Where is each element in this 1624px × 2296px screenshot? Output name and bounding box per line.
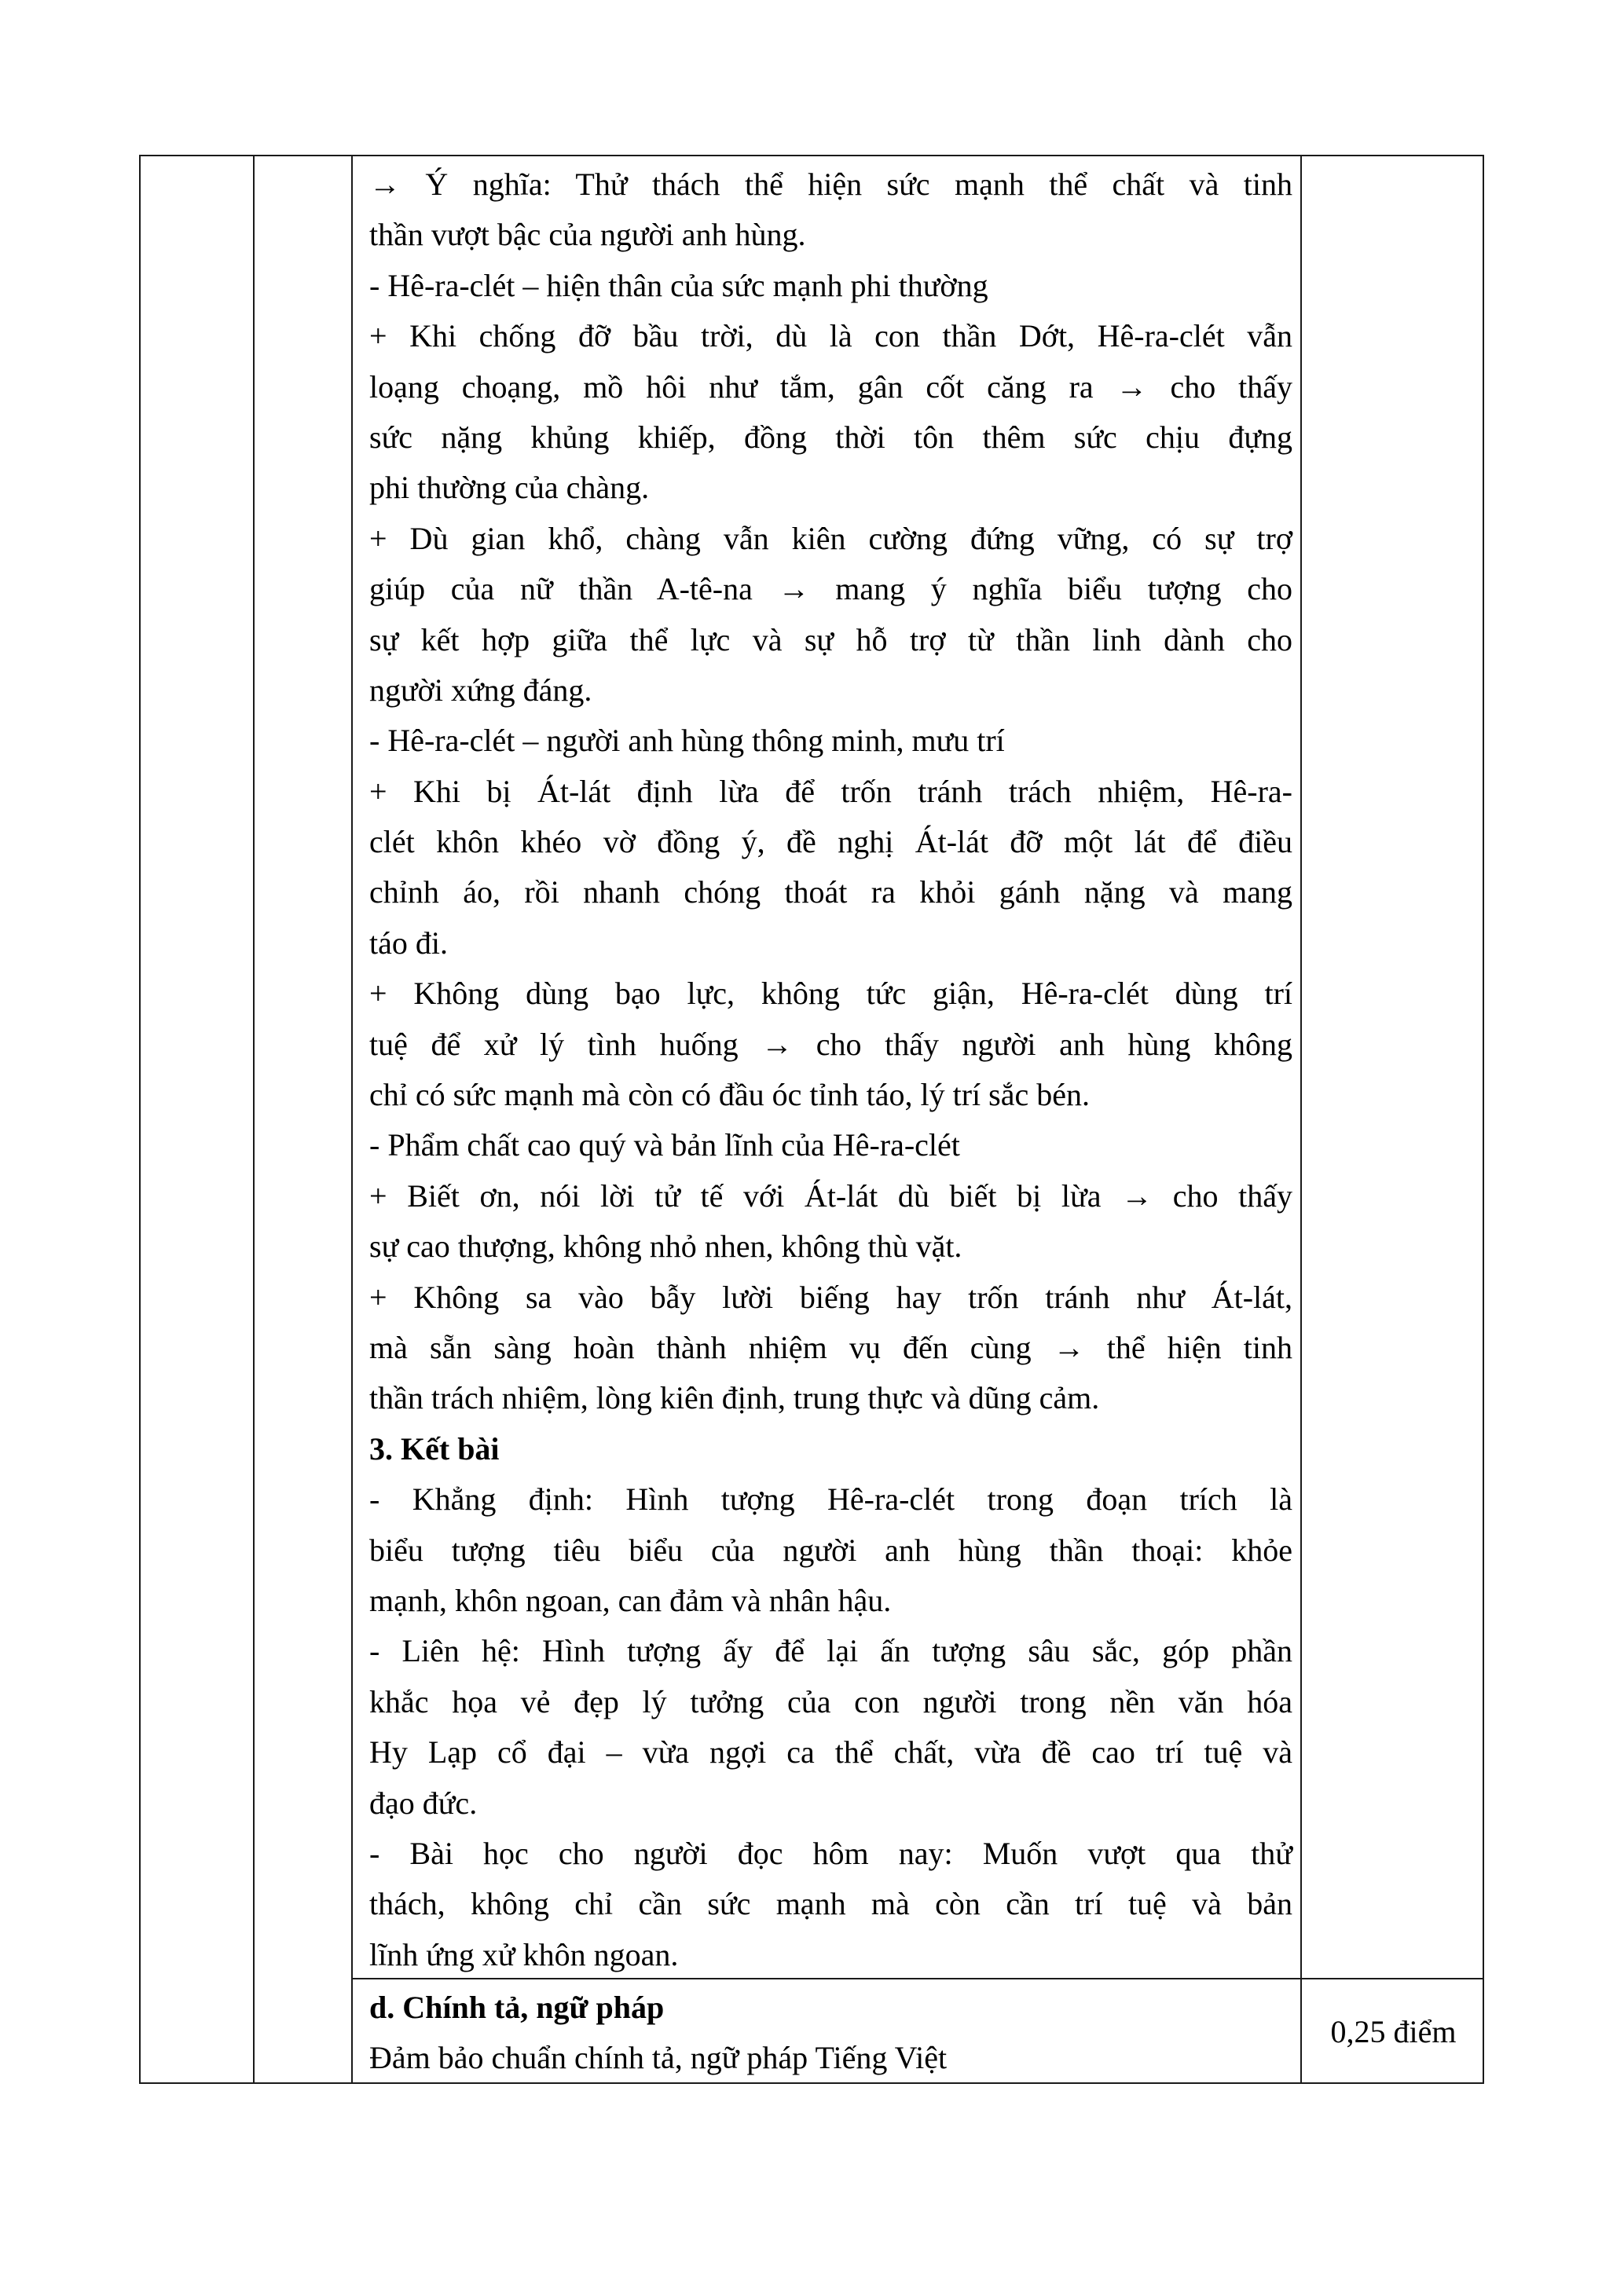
text-line: sự cao thượng, không nhỏ nhen, không thù vặt. <box>369 1229 962 1265</box>
text-line: + Khi bị Át-lát định lừa để trốn tránh trách nhiệm, Hê-ra- <box>369 773 1292 809</box>
text-line: phi thường của chàng. <box>369 470 650 506</box>
text-line: giúp của nữ thần A-tê-na → mang ý nghĩa biểu tượng cho <box>369 571 1292 607</box>
text-line: + Không sa vào bẫy lười biếng hay trốn tránh như Át-lát, <box>369 1279 1292 1315</box>
criteria-text: Đảm bảo chuẩn chính tả, ngữ pháp Tiếng Việt <box>369 2040 948 2076</box>
text-line: lĩnh ứng xử khôn ngoan. <box>369 1936 679 1972</box>
text-line: sức nặng khủng khiếp, đồng thời tôn thêm sức chịu đựng <box>369 419 1292 455</box>
column-divider-2 <box>351 155 353 2084</box>
text-line: - Hê-ra-clét – người anh hùng thông minh, mưu trí <box>369 723 1005 759</box>
column-divider-1 <box>253 155 255 2084</box>
text-line: mạnh, khôn ngoan, can đảm và nhân hậu. <box>369 1582 892 1618</box>
spelling-grammar-cell <box>369 1983 1292 2084</box>
text-line: chỉnh áo, rồi nhanh chóng thoát ra khỏi gánh nặng và mang <box>369 874 1292 910</box>
text-line: người xứng đáng. <box>369 672 592 708</box>
text-line: khắc họa vẻ đẹp lý tưởng của con người trong nền văn hóa <box>369 1683 1292 1719</box>
text-line: tuệ để xử lý tình huống → cho thấy người anh hùng không <box>369 1026 1292 1062</box>
text-line: + Biết ơn, nói lời tử tế với Át-lát dù biết bị lừa → cho thấy <box>369 1177 1292 1214</box>
main-content-cell <box>369 159 1292 1980</box>
column-divider-3 <box>1300 155 1302 2084</box>
section-heading: d. Chính tả, ngữ pháp <box>369 1990 665 2025</box>
text-line: + Không dùng bạo lực, không tức giận, Hê-ra-clét dùng trí <box>369 976 1292 1012</box>
text-line: + Dù gian khổ, chàng vẫn kiên cường đứng vững, có sự trợ <box>369 520 1292 556</box>
text-line: loạng choạng, mồ hôi như tắm, gân cốt căng ra → cho thấy <box>369 368 1292 405</box>
text-line: - Bài học cho người đọc hôm nay: Muốn vượt qua thử <box>369 1835 1292 1871</box>
score-cell <box>1303 1980 1484 2082</box>
score-value: 0,25 điểm <box>1330 2013 1457 2049</box>
text-line: + Khi chống đỡ bầu trời, dù là con thần Dớt, Hê-ra-clét vẫn <box>369 318 1292 354</box>
text-line: thần trách nhiệm, lòng kiên định, trung thực và dũng cảm. <box>369 1380 1100 1416</box>
text-line: thần vượt bậc của người anh hùng. <box>369 217 806 253</box>
text-line: - Khẳng định: Hình tượng Hê-ra-clét trong đoạn trích là <box>369 1481 1292 1518</box>
text-line: - Phẩm chất cao quý và bản lĩnh của Hê-ra-clét <box>369 1127 960 1163</box>
text-line: sự kết hợp giữa thể lực và sự hỗ trợ từ thần linh dành cho <box>369 621 1292 657</box>
text-line: biểu tượng tiêu biểu của người anh hùng thần thoại: khỏe <box>369 1532 1292 1568</box>
text-line: đạo đức. <box>369 1785 478 1821</box>
text-line: chỉ có sức mạnh mà còn có đầu óc tỉnh táo, lý trí sắc bén. <box>369 1077 1090 1113</box>
section-heading: 3. Kết bài <box>369 1430 500 1467</box>
text-line: - Liên hệ: Hình tượng ấy để lại ấn tượng sâu sắc, góp phần <box>369 1633 1292 1669</box>
text-line: clét khôn khéo vờ đồng ý, đề nghị Át-lát đỡ một lát để điều <box>369 824 1292 860</box>
text-line: → Ý nghĩa: Thử thách thể hiện sức mạnh thể chất và tinh <box>369 167 1292 202</box>
text-line: mà sẵn sàng hoàn thành nhiệm vụ đến cùng → thể hiện tinh <box>369 1329 1292 1365</box>
text-line: Hy Lạp cổ đại – vừa ngợi ca thể chất, vừa đề cao trí tuệ và <box>369 1734 1292 1771</box>
text-line: táo đi. <box>369 925 448 961</box>
text-line: thách, không chỉ cần sức mạnh mà còn cần trí tuệ và bản <box>369 1886 1292 1922</box>
text-line: - Hê-ra-clét – hiện thân của sức mạnh phi thường <box>369 267 988 303</box>
